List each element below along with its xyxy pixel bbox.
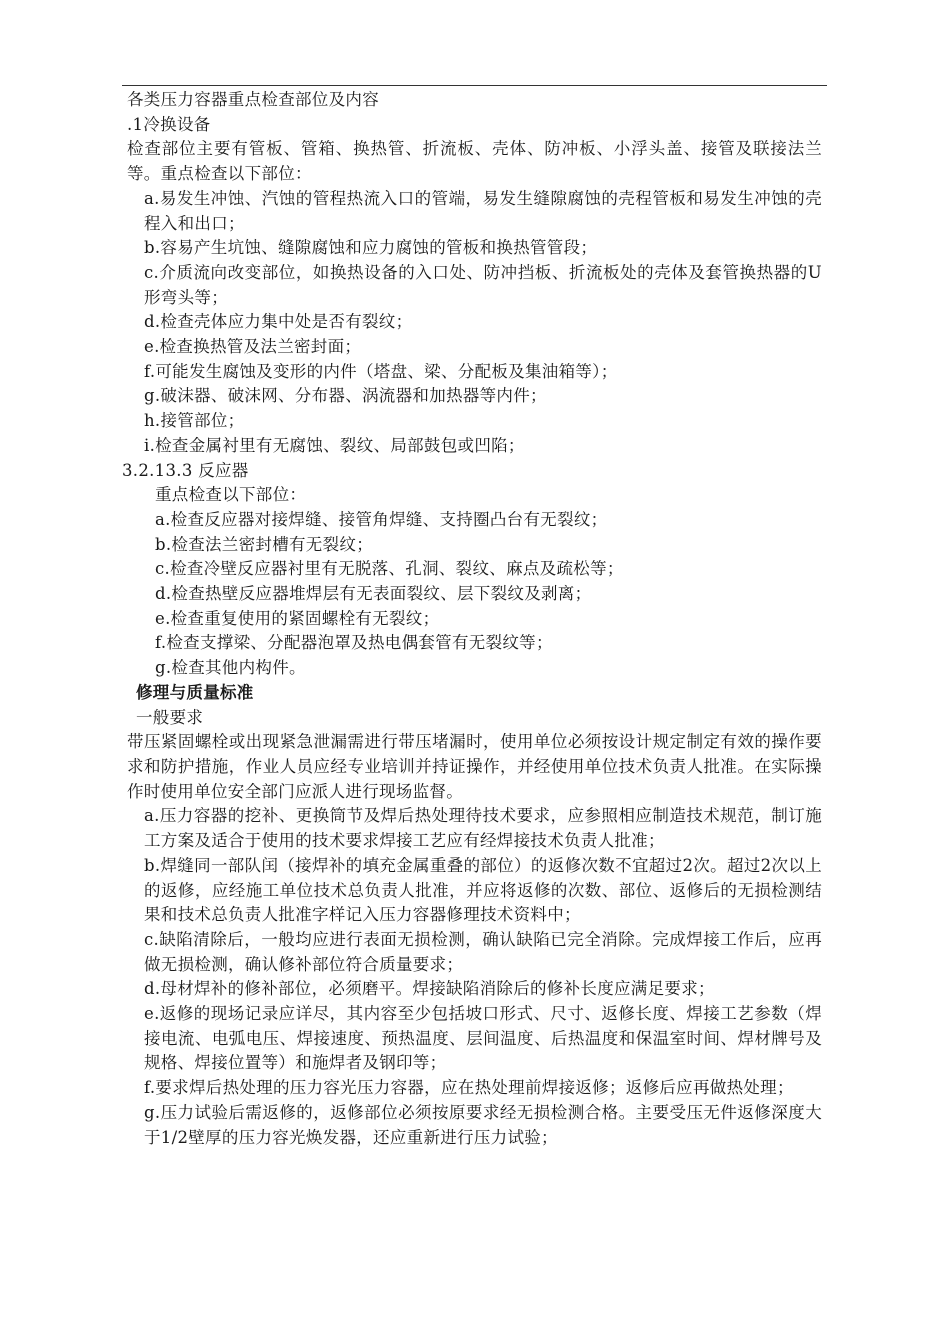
list-item: a.检查反应器对接焊缝、接管角焊缝、支持圈凸台有无裂纹； xyxy=(155,509,608,529)
list-item: b.容易产生坑蚀、缝隙腐蚀和应力腐蚀的管板和换热管管段； xyxy=(144,238,598,258)
list-item: f.检查支撑梁、分配器泡罩及热电偶套管有无裂纹等； xyxy=(155,633,553,653)
list-item: g.压力试验后需返修的，返修部位必须按原要求经无损检测合格。主要受压无件返修深度大于1/2壁厚的压力容光焕发器，还应重新进行压力试验； xyxy=(144,1102,822,1147)
list-item: c.缺陷清除后，一般均应进行表面无损检测，确认缺陷已完全消除。完成焊接工作后，应再做无损检测，确认修补部位符合质量要求； xyxy=(144,929,822,974)
header-rule xyxy=(122,85,827,86)
section-intro-reactor: 重点检查以下部位： xyxy=(155,485,307,505)
section-intro-general: 带压紧固螺栓或出现紧急泄漏需进行带压堵漏时，使用单位必须按设计规定制定有效的操作要求和防护措施，作业人员应经专业培训并持证操作，并经使用单位技术负责人批准。在实际操作时使用单位安全部门应派人进行现场监督。 xyxy=(127,732,822,801)
subsection-heading-general: 一般要求 xyxy=(136,707,204,727)
list-item: g.检查其他内构件。 xyxy=(155,658,306,678)
list-item: c.介质流向改变部位，如换热设备的入口处、防冲挡板、折流板处的壳体及套管换热器的U形弯头等； xyxy=(144,262,822,307)
list-item: e.返修的现场记录应详尽，其内容至少包括坡口形式、尺寸、返修长度、焊接工艺参数（焊接电流、电弧电压、焊接速度、预热温度、层间温度、后热温度和保温室时间、焊材牌号及规格、焊接位置等）和施焊者及钢印等； xyxy=(144,1004,822,1073)
section-heading-heat-exchanger: .1冷换设备 xyxy=(127,114,211,134)
list-item: d.检查热壁反应器堆焊层有无表面裂纹、层下裂纹及剥离； xyxy=(155,584,592,604)
list-item: b.检查法兰密封槽有无裂纹； xyxy=(155,534,374,554)
list-item: f.要求焊后热处理的压力容光压力容器，应在热处理前焊接返修；返修后应再做热处理； xyxy=(144,1078,794,1098)
section-heading-reactor: 3.2.13.3 反应器 xyxy=(122,460,249,480)
list-item: a.压力容器的挖补、更换筒节及焊后热处理待技术要求，应参照相应制造技术规范，制订施工方案及适合于使用的技术要求焊接工艺应有经焊接技术负责人批准； xyxy=(144,806,822,851)
list-item: h.接管部位； xyxy=(144,411,245,431)
section-heading-repair-quality: 修理与质量标准 xyxy=(136,682,254,702)
list-item: g.破沫器、破沫网、分布器、涡流器和加热器等内件； xyxy=(144,386,547,406)
list-item: e.检查换热管及法兰密封面； xyxy=(144,337,362,357)
list-item: b.焊缝同一部队闰（接焊补的填充金属重叠的部位）的返修次数不宜超过2次。超过2次以上的返修，应经施工单位技术总负责人批准，并应将返修的次数、部位、返修后的无损检测结果和技术总负责人批准字样记入压力容器修理技术资料中； xyxy=(144,855,822,925)
section-intro-heat-exchanger: 检查部位主要有管板、管箱、换热管、折流板、壳体、防冲板、小浮头盖、接管及联接法兰等。重点检查以下部位： xyxy=(127,139,822,184)
document-body xyxy=(122,88,822,1150)
list-item: c.检查冷壁反应器衬里有无脱落、孔洞、裂纹、麻点及疏松等； xyxy=(155,559,624,579)
list-item: e.检查重复使用的紧固螺栓有无裂纹； xyxy=(155,608,440,628)
list-item: a.易发生冲蚀、汽蚀的管程热流入口的管端，易发生缝隙腐蚀的壳程管板和易发生冲蚀的壳程入和出口； xyxy=(144,188,822,233)
list-item: d.检查壳体应力集中处是否有裂纹； xyxy=(144,312,413,332)
list-item: d.母材焊补的修补部位，必须磨平。焊接缺陷消除后的修补长度应满足要求； xyxy=(144,979,715,999)
list-item: i.检查金属衬里有无腐蚀、裂纹、局部鼓包或凹陷； xyxy=(144,435,525,455)
document-title: 各类压力容器重点检查部位及内容 xyxy=(127,90,379,109)
list-item: f.可能发生腐蚀及变形的内件（塔盘、梁、分配板及集油箱等）； xyxy=(144,361,618,381)
